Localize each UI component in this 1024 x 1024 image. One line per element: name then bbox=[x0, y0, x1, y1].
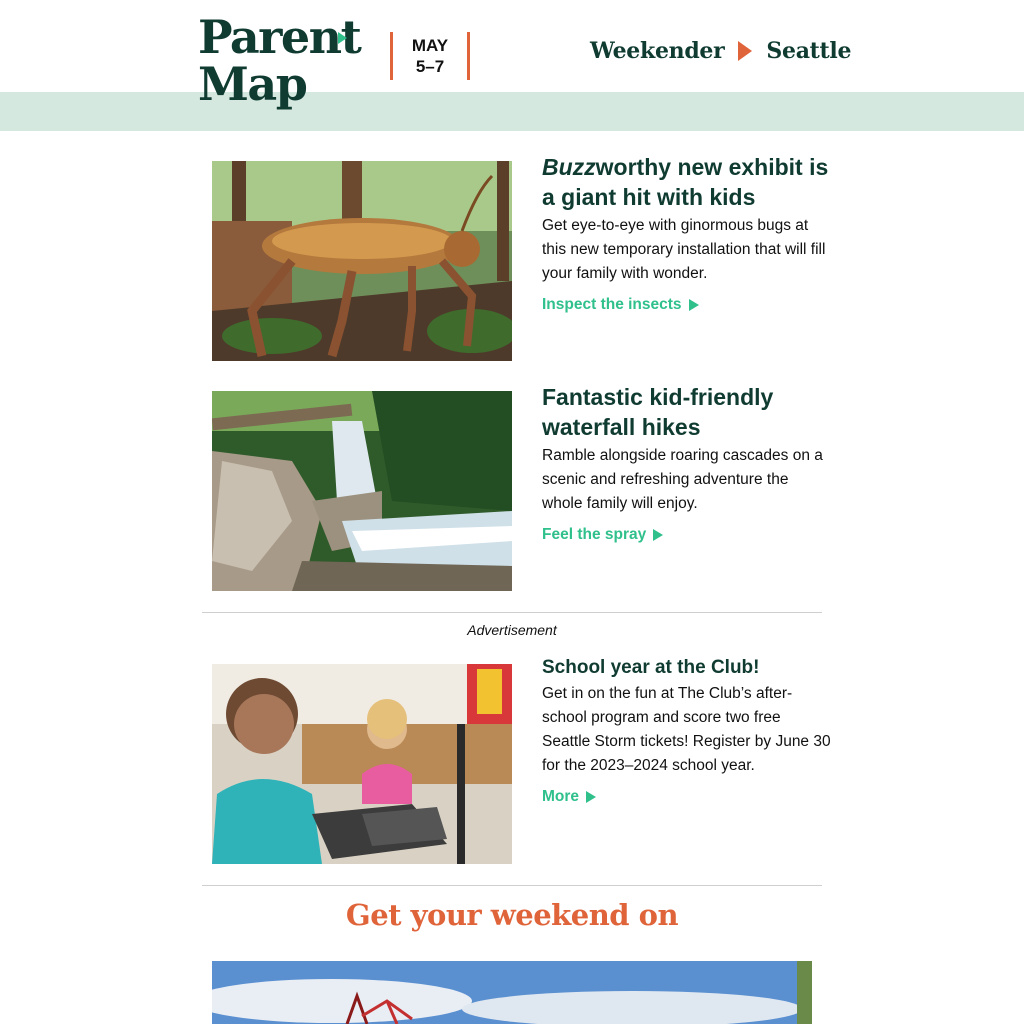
logo-text-map: Map bbox=[198, 57, 307, 111]
ad-link-label: More bbox=[542, 788, 580, 805]
section-title: Get your weekend on bbox=[345, 898, 679, 932]
newsletter-city: Seattle bbox=[766, 38, 852, 64]
advertisement-label: Advertisement bbox=[467, 622, 557, 638]
logo-text-parent: Parent bbox=[198, 10, 361, 64]
story-link-button[interactable] bbox=[542, 296, 699, 314]
ad-title[interactable]: School year at the Club! bbox=[542, 657, 760, 678]
play-arrow-icon bbox=[586, 791, 596, 803]
divider bbox=[202, 612, 822, 613]
story-title[interactable] bbox=[542, 152, 832, 212]
logo-play-icon bbox=[338, 32, 347, 44]
story-image-insect[interactable] bbox=[212, 161, 512, 361]
story-description: Get eye-to-eye with ginormous bugs at this new temporary installation that will fill your family with wonder. bbox=[542, 217, 826, 282]
issue-date-month: MAY bbox=[411, 36, 449, 55]
story-card bbox=[212, 154, 829, 361]
story-text bbox=[542, 154, 832, 314]
story-description: Ramble alongside roaring cascades on a scenic and refreshing adventure the whole family will enjoy. bbox=[542, 447, 823, 512]
issue-date-days: 5–7 bbox=[415, 57, 445, 76]
story-link-label: Inspect the insects bbox=[542, 296, 682, 313]
ad-more-button[interactable] bbox=[542, 788, 596, 806]
ad-description: Get in on the fun at The Club’s after-school program and score two free Seattle Storm tickets! Register by June 30 for the 2023–2024 school year. bbox=[542, 685, 831, 774]
ad-text bbox=[542, 657, 832, 806]
play-arrow-icon bbox=[689, 299, 699, 311]
header-band bbox=[0, 92, 1024, 131]
play-arrow-icon bbox=[738, 41, 752, 61]
story-text bbox=[542, 384, 832, 544]
newsletter-title bbox=[590, 38, 851, 64]
story-link-label: Feel the spray bbox=[542, 526, 647, 543]
story-image-waterfall[interactable] bbox=[212, 391, 512, 591]
newsletter-name: Weekender bbox=[590, 38, 725, 64]
parentmap-logo[interactable] bbox=[198, 10, 361, 111]
story-title[interactable]: Fantastic kid-friendly waterfall hikes bbox=[542, 384, 774, 440]
divider bbox=[202, 885, 822, 886]
story-card bbox=[212, 384, 824, 591]
story-title-rest: worthy new exhibit is a giant hit with kids bbox=[542, 154, 829, 210]
story-link-button[interactable] bbox=[542, 526, 663, 544]
hero-image-playground[interactable] bbox=[212, 961, 812, 1024]
ad-image-kids[interactable] bbox=[212, 664, 512, 864]
play-arrow-icon bbox=[653, 529, 663, 541]
ad-card bbox=[212, 657, 831, 864]
issue-date bbox=[390, 32, 470, 80]
email-header bbox=[0, 0, 1024, 111]
story-title-italic: Buzz bbox=[542, 154, 596, 180]
